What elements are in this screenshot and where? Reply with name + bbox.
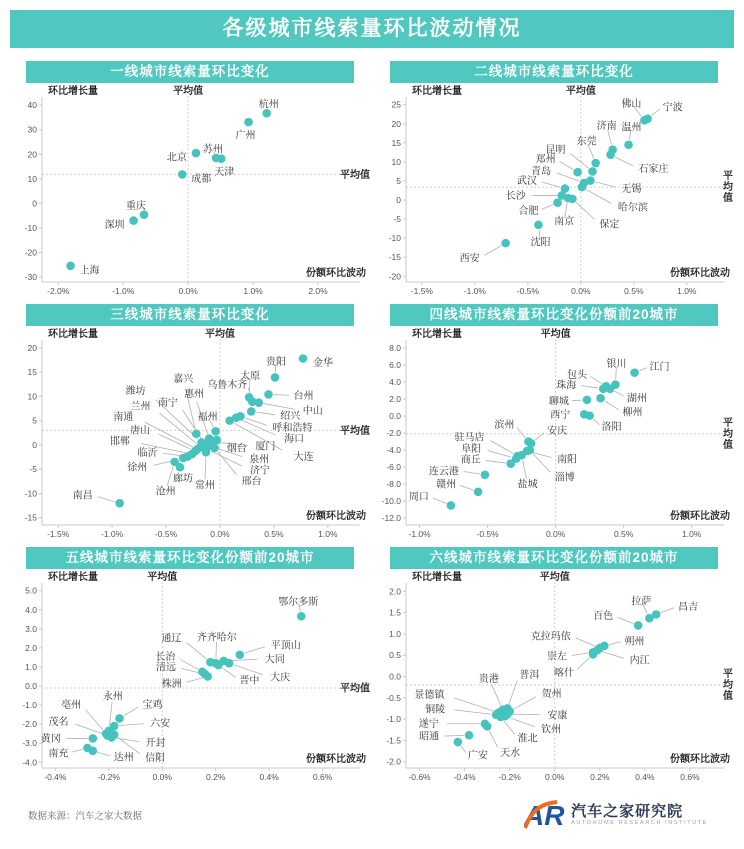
svg-text:洛阳: 洛阳 — [601, 422, 622, 434]
svg-text:石家庄: 石家庄 — [638, 164, 669, 176]
svg-text:25: 25 — [391, 99, 401, 110]
svg-text:1.0%: 1.0% — [318, 529, 338, 539]
svg-text:-10: -10 — [388, 233, 401, 244]
svg-text:值: 值 — [723, 691, 733, 703]
svg-text:宁波: 宁波 — [662, 102, 683, 114]
footer — [8, 788, 736, 832]
svg-text:8.0: 8.0 — [389, 342, 401, 353]
svg-text:亳州: 亳州 — [61, 700, 82, 712]
svg-text:朔州: 朔州 — [624, 636, 645, 648]
svg-text:廊坊: 廊坊 — [173, 473, 194, 485]
svg-text:0.0%: 0.0% — [152, 772, 172, 782]
svg-text:-12.0: -12.0 — [381, 513, 401, 524]
svg-text:-1.5%: -1.5% — [410, 286, 434, 296]
scatter-plot-tier4 — [372, 326, 736, 545]
svg-text:聊城: 聊城 — [548, 396, 569, 408]
svg-text:环比增长量: 环比增长量 — [48, 329, 98, 340]
svg-text:-10: -10 — [24, 222, 37, 233]
svg-text:乌鲁木齐: 乌鲁木齐 — [207, 380, 248, 392]
svg-text:20: 20 — [27, 342, 37, 353]
svg-text:-1.0%: -1.0% — [408, 529, 431, 539]
svg-text:合肥: 合肥 — [518, 206, 539, 218]
svg-text:4.0: 4.0 — [389, 377, 401, 388]
svg-text:淮北: 淮北 — [517, 733, 538, 745]
svg-text:金华: 金华 — [313, 358, 334, 370]
svg-text:六安: 六安 — [150, 718, 171, 730]
svg-text:烟台: 烟台 — [226, 443, 247, 455]
svg-text:武汉: 武汉 — [516, 176, 537, 188]
svg-text:环比增长量: 环比增长量 — [412, 329, 462, 340]
svg-text:-0.2%: -0.2% — [498, 772, 521, 782]
svg-text:百色: 百色 — [593, 610, 614, 622]
svg-text:佛山: 佛山 — [621, 98, 642, 110]
svg-text:信阳: 信阳 — [145, 753, 166, 765]
svg-text:景德镇: 景德镇 — [414, 690, 445, 702]
svg-text:-0.2%: -0.2% — [97, 772, 120, 782]
svg-text:3.0: 3.0 — [25, 623, 37, 634]
svg-text:广安: 广安 — [467, 750, 488, 762]
svg-text:阜阳: 阜阳 — [461, 444, 482, 456]
svg-text:15: 15 — [391, 137, 401, 148]
svg-text:0.5: 0.5 — [389, 650, 401, 661]
svg-text:株洲: 株洲 — [161, 679, 182, 690]
svg-text:-5: -5 — [393, 214, 401, 225]
svg-text:-1.0%: -1.0% — [112, 286, 135, 296]
svg-text:平均值: 平均值 — [340, 683, 370, 695]
svg-text:青岛: 青岛 — [531, 166, 552, 178]
svg-text:开封: 开封 — [145, 738, 166, 749]
svg-text:均: 均 — [723, 428, 733, 440]
svg-text:成都: 成都 — [191, 173, 212, 185]
svg-text:10: 10 — [27, 391, 37, 402]
svg-text:-2.0: -2.0 — [386, 428, 401, 439]
chart-panel-tier2 — [372, 61, 736, 302]
svg-text:长治: 长治 — [155, 652, 176, 664]
svg-text:东莞: 东莞 — [576, 136, 597, 148]
svg-text:兰州: 兰州 — [130, 401, 151, 413]
svg-text:0.0%: 0.0% — [571, 286, 591, 296]
svg-text:邯郸: 邯郸 — [109, 436, 130, 448]
svg-text:-10.0: -10.0 — [381, 496, 401, 507]
svg-text:喀什: 喀什 — [554, 667, 575, 679]
svg-text:大连: 大连 — [293, 452, 314, 464]
svg-text:-3.0: -3.0 — [22, 738, 37, 749]
svg-text:银川: 银川 — [606, 359, 627, 371]
svg-text:-6.0: -6.0 — [386, 462, 401, 473]
autohome-logo-icon — [524, 798, 566, 832]
svg-text:天津: 天津 — [214, 167, 235, 179]
svg-text:0.0%: 0.0% — [210, 529, 230, 539]
svg-text:邢台: 邢台 — [241, 476, 262, 488]
svg-text:份额环比波动: 份额环比波动 — [306, 511, 366, 522]
svg-text:达州: 达州 — [113, 752, 134, 764]
svg-text:包头: 包头 — [566, 369, 587, 381]
scatter-plot-tier2 — [372, 83, 736, 302]
chart-title-tier4: 四线城市线索量环比变化份额前20城市 — [390, 304, 718, 326]
svg-text:-1.0: -1.0 — [386, 714, 401, 725]
svg-text:连云港: 连云港 — [428, 466, 459, 478]
svg-text:南阳: 南阳 — [557, 454, 578, 466]
svg-text:-1.5: -1.5 — [386, 735, 401, 746]
svg-text:太原: 太原 — [240, 370, 261, 382]
svg-text:0: 0 — [396, 195, 401, 206]
svg-text:份额环比波动: 份额环比波动 — [306, 268, 366, 279]
svg-text:清远: 清远 — [156, 662, 177, 674]
chart-panel-tier3 — [8, 304, 372, 545]
page-title: 各级城市线索量环比波动情况 — [10, 10, 734, 48]
svg-text:平均值: 平均值 — [147, 572, 178, 583]
svg-text:杭州: 杭州 — [258, 99, 279, 111]
chart-panel-tier1 — [8, 61, 372, 302]
svg-text:5.0: 5.0 — [25, 585, 37, 596]
scatter-plot-tier1 — [8, 83, 372, 302]
svg-text:2.0: 2.0 — [389, 586, 401, 597]
svg-text:西安: 西安 — [459, 253, 480, 265]
svg-text:崇左: 崇左 — [547, 651, 568, 663]
svg-text:0.0: 0.0 — [25, 681, 37, 692]
svg-text:大庆: 大庆 — [270, 672, 291, 684]
chart-title-tier1: 一线城市线索量环比变化 — [26, 61, 354, 83]
svg-text:0.6%: 0.6% — [312, 772, 333, 782]
data-source-note: 数据来源：汽车之家大数据 — [28, 811, 143, 822]
svg-text:份额环比波动: 份额环比波动 — [670, 511, 730, 522]
svg-text:唐山: 唐山 — [130, 425, 151, 437]
svg-text:1.0%: 1.0% — [243, 286, 263, 296]
svg-text:黄冈: 黄冈 — [40, 733, 61, 745]
chart-title-tier5: 五线城市线索量环比变化份额前20城市 — [26, 547, 354, 569]
svg-text:沧州: 沧州 — [155, 486, 176, 498]
svg-text:-1.0%: -1.0% — [463, 286, 486, 296]
svg-text:4.0: 4.0 — [25, 604, 37, 615]
svg-text:平顶山: 平顶山 — [270, 640, 301, 652]
svg-text:0.0: 0.0 — [389, 411, 401, 422]
svg-text:普洱: 普洱 — [519, 669, 540, 681]
svg-text:-20: -20 — [388, 271, 401, 282]
svg-text:厦门: 厦门 — [255, 441, 276, 453]
svg-text:0.0%: 0.0% — [545, 529, 566, 539]
svg-text:-0.4%: -0.4% — [44, 772, 67, 782]
svg-text:广州: 广州 — [235, 130, 256, 142]
svg-text:西宁: 西宁 — [550, 409, 571, 421]
svg-text:均: 均 — [723, 182, 733, 194]
svg-text:0: 0 — [32, 439, 37, 450]
svg-text:上海: 上海 — [79, 265, 100, 277]
autohome-logo — [524, 798, 708, 832]
svg-text:嘉兴: 嘉兴 — [173, 374, 194, 386]
svg-text:哈尔滨: 哈尔滨 — [617, 202, 648, 214]
svg-text:-2.0: -2.0 — [386, 756, 401, 767]
svg-text:-0.5%: -0.5% — [154, 529, 178, 539]
svg-text:值: 值 — [723, 193, 733, 205]
chart-panel-tier5 — [8, 547, 372, 788]
svg-text:-0.5: -0.5 — [386, 692, 401, 703]
svg-text:台州: 台州 — [293, 390, 314, 402]
svg-text:济南: 济南 — [596, 121, 617, 133]
svg-text:湖州: 湖州 — [627, 393, 648, 405]
svg-text:惠州: 惠州 — [184, 389, 205, 401]
svg-text:安康: 安康 — [547, 710, 568, 722]
svg-text:份额环比波动: 份额环比波动 — [670, 268, 730, 279]
svg-text:-1.5%: -1.5% — [47, 529, 70, 539]
svg-text:-15: -15 — [24, 512, 37, 523]
svg-text:20: 20 — [27, 149, 37, 160]
svg-text:茂名: 茂名 — [48, 717, 69, 729]
svg-text:泉州: 泉州 — [249, 454, 270, 466]
svg-text:贺州: 贺州 — [541, 688, 562, 700]
svg-text:福州: 福州 — [197, 411, 218, 423]
svg-text:10: 10 — [391, 156, 401, 167]
svg-text:周口: 周口 — [408, 491, 429, 503]
svg-text:环比增长量: 环比增长量 — [412, 86, 462, 97]
scatter-plot-tier5 — [8, 569, 372, 788]
svg-text:郑州: 郑州 — [535, 154, 556, 166]
svg-text:-5: -5 — [29, 464, 37, 475]
svg-text:安庆: 安庆 — [547, 425, 568, 437]
svg-text:份额环比波动: 份额环比波动 — [670, 754, 730, 765]
svg-text:沈阳: 沈阳 — [530, 237, 551, 249]
svg-text:昌吉: 昌吉 — [678, 601, 699, 613]
chart-title-tier3: 三线城市线索量环比变化 — [26, 304, 354, 326]
svg-text:0.0%: 0.0% — [545, 772, 565, 782]
svg-text:南充: 南充 — [48, 748, 69, 760]
svg-text:环比增长量: 环比增长量 — [48, 86, 98, 97]
svg-text:北京: 北京 — [166, 152, 187, 164]
svg-text:30: 30 — [27, 124, 37, 135]
scatter-plot-tier3 — [8, 326, 372, 545]
svg-text:平均值: 平均值 — [173, 86, 204, 97]
chart-grid — [8, 61, 736, 788]
autohome-logo-text — [571, 803, 708, 827]
svg-text:-15: -15 — [388, 252, 401, 263]
svg-text:拉萨: 拉萨 — [631, 596, 652, 608]
svg-text:2.0: 2.0 — [389, 394, 401, 405]
svg-text:份额环比波动: 份额环比波动 — [306, 754, 366, 765]
svg-text:徐州: 徐州 — [127, 462, 148, 474]
svg-text:0.4%: 0.4% — [635, 772, 655, 782]
svg-text:内江: 内江 — [629, 655, 650, 667]
svg-text:平均值: 平均值 — [565, 86, 596, 97]
svg-text:-30: -30 — [24, 272, 37, 283]
svg-text:1.0%: 1.0% — [677, 286, 697, 296]
svg-text:江门: 江门 — [649, 362, 670, 374]
svg-text:5: 5 — [32, 415, 37, 426]
svg-text:-0.5%: -0.5% — [476, 529, 499, 539]
svg-text:平: 平 — [723, 669, 733, 681]
svg-text:保定: 保定 — [599, 219, 620, 231]
svg-text:平均值: 平均值 — [340, 169, 370, 181]
svg-text:均: 均 — [723, 680, 733, 692]
svg-text:南昌: 南昌 — [72, 490, 93, 502]
svg-text:1.5: 1.5 — [389, 607, 401, 618]
svg-text:盐城: 盐城 — [517, 479, 538, 491]
svg-text:重庆: 重庆 — [125, 201, 146, 213]
svg-text:-1.0%: -1.0% — [100, 529, 124, 539]
svg-text:晋中: 晋中 — [239, 675, 260, 687]
svg-text:0.5%: 0.5% — [264, 529, 284, 539]
svg-text:钦州: 钦州 — [541, 724, 562, 736]
svg-text:驻马店: 驻马店 — [454, 432, 485, 444]
svg-text:淄博: 淄博 — [554, 472, 575, 484]
svg-text:-4.0: -4.0 — [386, 445, 401, 456]
svg-text:滨州: 滨州 — [494, 420, 515, 432]
svg-text:昭通: 昭通 — [419, 731, 440, 743]
svg-text:温州: 温州 — [621, 122, 642, 134]
svg-text:0.0: 0.0 — [389, 671, 401, 682]
svg-text:-2.0%: -2.0% — [47, 286, 70, 296]
logo-subtitle: AUTOHOME RESEARCH INSTITUTE — [571, 820, 708, 827]
logo-name: 汽车之家研究院 — [571, 803, 684, 821]
svg-text:1.0: 1.0 — [25, 661, 37, 672]
svg-text:大同: 大同 — [264, 654, 285, 666]
svg-text:值: 值 — [723, 439, 733, 451]
svg-text:贵阳: 贵阳 — [265, 356, 286, 368]
svg-text:1.0: 1.0 — [389, 628, 401, 639]
chart-panel-tier6 — [372, 547, 736, 788]
svg-text:天水: 天水 — [500, 747, 521, 759]
svg-text:-0.4%: -0.4% — [453, 772, 476, 782]
chart-title-tier6: 六线城市线索量环比变化份额前20城市 — [390, 547, 718, 569]
svg-text:0.2%: 0.2% — [206, 772, 226, 782]
svg-text:绍兴: 绍兴 — [280, 410, 301, 422]
svg-text:无锡: 无锡 — [621, 184, 642, 196]
scatter-plot-tier6 — [372, 569, 736, 788]
svg-text:0.4%: 0.4% — [259, 772, 279, 782]
svg-text:2.0: 2.0 — [25, 642, 37, 653]
svg-text:齐齐哈尔: 齐齐哈尔 — [196, 632, 237, 644]
svg-text:5: 5 — [396, 175, 401, 186]
svg-text:克拉玛依: 克拉玛依 — [530, 631, 571, 643]
svg-text:15: 15 — [27, 367, 37, 378]
svg-text:商丘: 商丘 — [460, 455, 481, 467]
svg-text:AR: AR — [524, 800, 565, 831]
svg-text:平: 平 — [723, 417, 733, 429]
svg-text:平均值: 平均值 — [539, 572, 570, 583]
svg-text:0: 0 — [32, 198, 37, 209]
svg-text:中山: 中山 — [302, 406, 323, 418]
svg-text:1.0%: 1.0% — [681, 529, 702, 539]
svg-text:济宁: 济宁 — [249, 465, 270, 477]
svg-text:柳州: 柳州 — [622, 407, 643, 419]
svg-text:宝鸡: 宝鸡 — [142, 699, 163, 711]
svg-text:深圳: 深圳 — [104, 220, 125, 232]
svg-text:珠海: 珠海 — [556, 380, 577, 392]
svg-text:0.2%: 0.2% — [590, 772, 610, 782]
svg-text:常州: 常州 — [194, 480, 215, 492]
svg-text:6.0: 6.0 — [389, 359, 401, 370]
svg-text:0.5%: 0.5% — [613, 529, 634, 539]
svg-text:20: 20 — [391, 118, 401, 129]
svg-text:-8.0: -8.0 — [386, 479, 401, 490]
svg-text:-0.5%: -0.5% — [516, 286, 539, 296]
svg-text:潍坊: 潍坊 — [125, 385, 146, 397]
svg-text:40: 40 — [27, 100, 37, 111]
svg-text:鄂尔多斯: 鄂尔多斯 — [278, 596, 319, 608]
svg-text:环比增长量: 环比增长量 — [48, 572, 98, 583]
svg-text:遂宁: 遂宁 — [418, 719, 439, 731]
svg-text:通辽: 通辽 — [161, 633, 182, 645]
svg-text:2.0%: 2.0% — [308, 286, 328, 296]
svg-text:-20: -20 — [24, 247, 37, 258]
svg-text:0.0%: 0.0% — [178, 286, 198, 296]
svg-text:海口: 海口 — [284, 434, 305, 446]
svg-text:-1.0: -1.0 — [22, 700, 37, 711]
svg-text:平: 平 — [723, 171, 733, 183]
svg-text:昆明: 昆明 — [545, 144, 566, 156]
chart-title-tier2: 二线城市线索量环比变化 — [390, 61, 718, 83]
svg-text:南宁: 南宁 — [157, 397, 178, 409]
svg-text:平均值: 平均值 — [340, 425, 370, 437]
svg-text:-0.6%: -0.6% — [408, 772, 431, 782]
svg-text:南京: 南京 — [554, 216, 575, 228]
svg-text:平均值: 平均值 — [204, 329, 235, 340]
svg-text:0.5%: 0.5% — [624, 286, 644, 296]
svg-text:永州: 永州 — [102, 691, 123, 703]
svg-text:南通: 南通 — [113, 411, 134, 423]
svg-text:0.6%: 0.6% — [680, 772, 700, 782]
svg-text:-4.0: -4.0 — [22, 757, 37, 768]
svg-text:苏州: 苏州 — [203, 144, 224, 156]
svg-text:贵港: 贵港 — [478, 674, 499, 686]
svg-text:长沙: 长沙 — [505, 190, 526, 202]
svg-text:10: 10 — [27, 173, 37, 184]
svg-text:平均值: 平均值 — [540, 329, 571, 340]
svg-text:-10: -10 — [24, 488, 37, 499]
svg-text:铜陵: 铜陵 — [425, 704, 446, 716]
svg-text:赣州: 赣州 — [436, 479, 457, 491]
svg-text:临沂: 临沂 — [137, 448, 158, 460]
svg-text:环比增长量: 环比增长量 — [412, 572, 462, 583]
chart-panel-tier4 — [372, 304, 736, 545]
svg-text:呼和浩特: 呼和浩特 — [272, 422, 313, 434]
svg-text:-2.0: -2.0 — [22, 719, 37, 730]
